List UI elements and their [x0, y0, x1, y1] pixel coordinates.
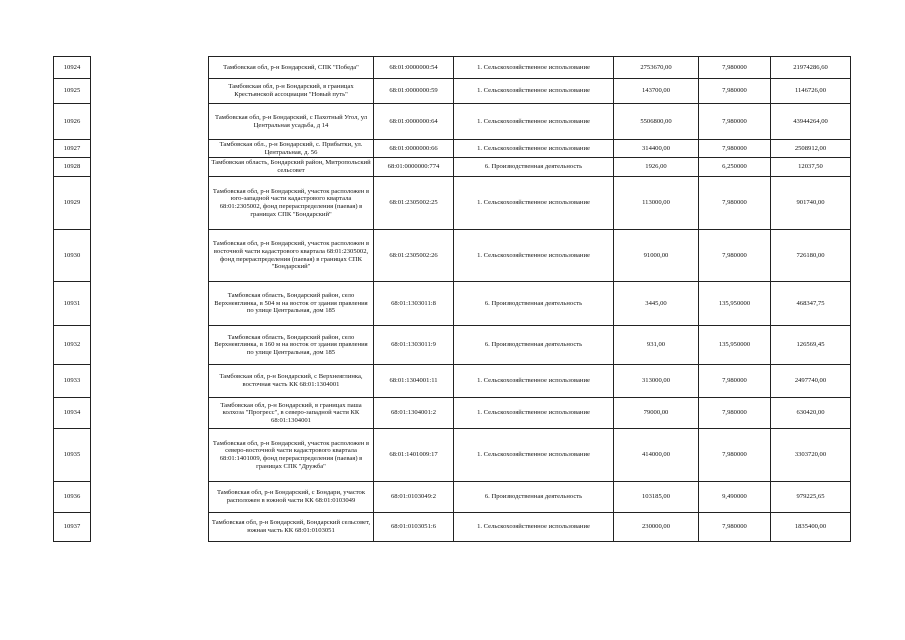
- cadastral-number-cell: 68:01:0000000:64: [374, 104, 454, 140]
- rate-cell: 7,980000: [699, 429, 771, 482]
- spacer-cell: [91, 158, 209, 177]
- area-cell: 1926,00: [614, 158, 699, 177]
- rate-cell: 7,980000: [699, 398, 771, 429]
- cadastral-value-table: [53, 56, 851, 542]
- address-cell: Тамбовская обл, р-н Бондарский, с Бондари, участок расположен в южной части КК 68:01:0103049: [209, 482, 374, 513]
- cadastral-number-cell: 68:01:1303011:8: [374, 282, 454, 326]
- spacer-cell: [91, 79, 209, 104]
- address-cell: Тамбовская обл, р-н Бондарский, с Пахотный Угол, ул Центральная усадьба, д 14: [209, 104, 374, 140]
- table-row: [54, 398, 851, 429]
- land-use-category-cell: 1. Сельскохозяйственное использование: [454, 140, 614, 158]
- cadastral-number-cell: 68:01:1304001:2: [374, 398, 454, 429]
- row-number: 10936: [54, 482, 91, 513]
- table-row: [54, 326, 851, 365]
- cadastral-number-cell: 68:01:0000000:59: [374, 79, 454, 104]
- cadastral-value-cell: 901740,00: [771, 177, 851, 230]
- rate-cell: 6,250000: [699, 158, 771, 177]
- cadastral-value-cell: 1146726,00: [771, 79, 851, 104]
- rate-cell: 7,980000: [699, 57, 771, 79]
- table-row: [54, 79, 851, 104]
- cadastral-value-cell: 2497740,00: [771, 365, 851, 398]
- row-number: 10937: [54, 513, 91, 542]
- row-number: 10928: [54, 158, 91, 177]
- table-row: [54, 429, 851, 482]
- table-row: [54, 230, 851, 282]
- land-use-category-cell: 1. Сельскохозяйственное использование: [454, 230, 614, 282]
- land-use-category-cell: 1. Сельскохозяйственное использование: [454, 177, 614, 230]
- area-cell: 313000,00: [614, 365, 699, 398]
- land-use-category-cell: 1. Сельскохозяйственное использование: [454, 513, 614, 542]
- row-number: 10924: [54, 57, 91, 79]
- cadastral-value-cell: 126569,45: [771, 326, 851, 365]
- rate-cell: 7,980000: [699, 230, 771, 282]
- table-row: [54, 177, 851, 230]
- spacer-cell: [91, 326, 209, 365]
- address-cell: Тамбовская обл, р-н Бондарский, Бондарский сельсовет, южная часть КК 68:01:0103051: [209, 513, 374, 542]
- table-body: [54, 57, 851, 542]
- rate-cell: 9,490000: [699, 482, 771, 513]
- address-cell: Тамбовская обл., р-н Бондарский, с. Прибытки, ул. Центральная, д. 56: [209, 140, 374, 158]
- area-cell: 2753670,00: [614, 57, 699, 79]
- spacer-cell: [91, 177, 209, 230]
- row-number: 10934: [54, 398, 91, 429]
- cadastral-number-cell: 68:01:0103051:6: [374, 513, 454, 542]
- area-cell: 5506800,00: [614, 104, 699, 140]
- land-use-category-cell: 1. Сельскохозяйственное использование: [454, 398, 614, 429]
- cadastral-value-cell: 1835400,00: [771, 513, 851, 542]
- spacer-cell: [91, 282, 209, 326]
- area-cell: 79000,00: [614, 398, 699, 429]
- area-cell: 314400,00: [614, 140, 699, 158]
- address-cell: Тамбовская область, Бондарский район, село Верхнеяглинка, в 504 м на восток от здания правления по улице Центральная, дом 185: [209, 282, 374, 326]
- cadastral-value-cell: 979225,65: [771, 482, 851, 513]
- spacer-cell: [91, 140, 209, 158]
- spacer-cell: [91, 104, 209, 140]
- land-use-category-cell: 1. Сельскохозяйственное использование: [454, 57, 614, 79]
- rate-cell: 7,980000: [699, 513, 771, 542]
- row-number: 10927: [54, 140, 91, 158]
- cadastral-value-cell: 43944264,00: [771, 104, 851, 140]
- rate-cell: 7,980000: [699, 365, 771, 398]
- cadastral-value-cell: 21974286,60: [771, 57, 851, 79]
- land-use-category-cell: 1. Сельскохозяйственное использование: [454, 104, 614, 140]
- spacer-cell: [91, 513, 209, 542]
- area-cell: 3445,00: [614, 282, 699, 326]
- spacer-cell: [91, 230, 209, 282]
- row-number: 10932: [54, 326, 91, 365]
- row-number: 10935: [54, 429, 91, 482]
- address-cell: Тамбовская область, Бондарский район, Митропольский сельсовет: [209, 158, 374, 177]
- row-number: 10930: [54, 230, 91, 282]
- address-cell: Тамбовская область, Бондарский район, село Верхнеяглинка, в 160 м на восток от здания правления по улице Центральная, дом 185: [209, 326, 374, 365]
- land-use-category-cell: 6. Производственная деятельность: [454, 482, 614, 513]
- cadastral-number-cell: 68:01:0103049:2: [374, 482, 454, 513]
- land-use-category-cell: 6. Производственная деятельность: [454, 326, 614, 365]
- table-row: [54, 365, 851, 398]
- spacer-cell: [91, 482, 209, 513]
- land-use-category-cell: 1. Сельскохозяйственное использование: [454, 365, 614, 398]
- cadastral-number-cell: 68:01:1401009:17: [374, 429, 454, 482]
- row-number: 10925: [54, 79, 91, 104]
- row-number: 10929: [54, 177, 91, 230]
- land-use-category-cell: 1. Сельскохозяйственное использование: [454, 429, 614, 482]
- table-row: [54, 513, 851, 542]
- cadastral-number-cell: 68:01:0000000:66: [374, 140, 454, 158]
- address-cell: Тамбовская обл, р-н Бондарский, в границах паша колхоза "Прогресс", в северо-западной части КК 68:01:1304001: [209, 398, 374, 429]
- address-cell: Тамбовская обл, р-н Бондарский, в границах Крестьянской ассоциации "Новый путь": [209, 79, 374, 104]
- rate-cell: 7,980000: [699, 177, 771, 230]
- area-cell: 230000,00: [614, 513, 699, 542]
- rate-cell: 135,950000: [699, 282, 771, 326]
- area-cell: 113000,00: [614, 177, 699, 230]
- cadastral-number-cell: 68:01:2305002:25: [374, 177, 454, 230]
- address-cell: Тамбовская обл, р-н Бондарский, СПК "Победа": [209, 57, 374, 79]
- cadastral-value-cell: 630420,00: [771, 398, 851, 429]
- rate-cell: 7,980000: [699, 104, 771, 140]
- land-use-category-cell: 6. Производственная деятельность: [454, 158, 614, 177]
- area-cell: 143700,00: [614, 79, 699, 104]
- cadastral-number-cell: 68:01:0000000:774: [374, 158, 454, 177]
- spacer-cell: [91, 429, 209, 482]
- table-row: [54, 282, 851, 326]
- land-use-category-cell: 1. Сельскохозяйственное использование: [454, 79, 614, 104]
- rate-cell: 7,980000: [699, 79, 771, 104]
- table-row: [54, 140, 851, 158]
- land-use-category-cell: 6. Производственная деятельность: [454, 282, 614, 326]
- cadastral-number-cell: 68:01:2305002:26: [374, 230, 454, 282]
- cadastral-value-cell: 3303720,00: [771, 429, 851, 482]
- row-number: 10933: [54, 365, 91, 398]
- rate-cell: 135,950000: [699, 326, 771, 365]
- rate-cell: 7,980000: [699, 140, 771, 158]
- table-row: [54, 104, 851, 140]
- address-cell: Тамбовская обл, р-н Бондарский, участок расположен в восточной части кадастрового квартала 68:01:2305002, фонд перераспределения (паевая) в границах СПК "Бондарский": [209, 230, 374, 282]
- cadastral-value-cell: 726180,00: [771, 230, 851, 282]
- cadastral-number-cell: 68:01:0000000:54: [374, 57, 454, 79]
- spacer-cell: [91, 365, 209, 398]
- area-cell: 931,00: [614, 326, 699, 365]
- address-cell: Тамбовская обл, р-н Бондарский, участок расположен в юго-западной части кадастрового квартала 68:01:2305002, фонд перераспределения (паевая) в границах СПК "Бондарский": [209, 177, 374, 230]
- table-row: [54, 57, 851, 79]
- area-cell: 91000,00: [614, 230, 699, 282]
- address-cell: Тамбовская обл, р-н Бондарский, с Верхнеяглинка, восточная часть КК 68:01:1304001: [209, 365, 374, 398]
- cadastral-number-cell: 68:01:1304001:11: [374, 365, 454, 398]
- cadastral-value-cell: 2508912,00: [771, 140, 851, 158]
- area-cell: 414000,00: [614, 429, 699, 482]
- table-row: [54, 482, 851, 513]
- cadastral-number-cell: 68:01:1303011:9: [374, 326, 454, 365]
- cadastral-value-cell: 468347,75: [771, 282, 851, 326]
- area-cell: 103185,00: [614, 482, 699, 513]
- row-number: 10926: [54, 104, 91, 140]
- spacer-cell: [91, 57, 209, 79]
- row-number: 10931: [54, 282, 91, 326]
- spacer-cell: [91, 398, 209, 429]
- table-row: [54, 158, 851, 177]
- address-cell: Тамбовская обл, р-н Бондарский, участок расположен в северо-восточной части кадастрового квартала 68:01:1401009, фонд перераспределения (паевая) в границах СПК "Дружба": [209, 429, 374, 482]
- cadastral-value-cell: 12037,50: [771, 158, 851, 177]
